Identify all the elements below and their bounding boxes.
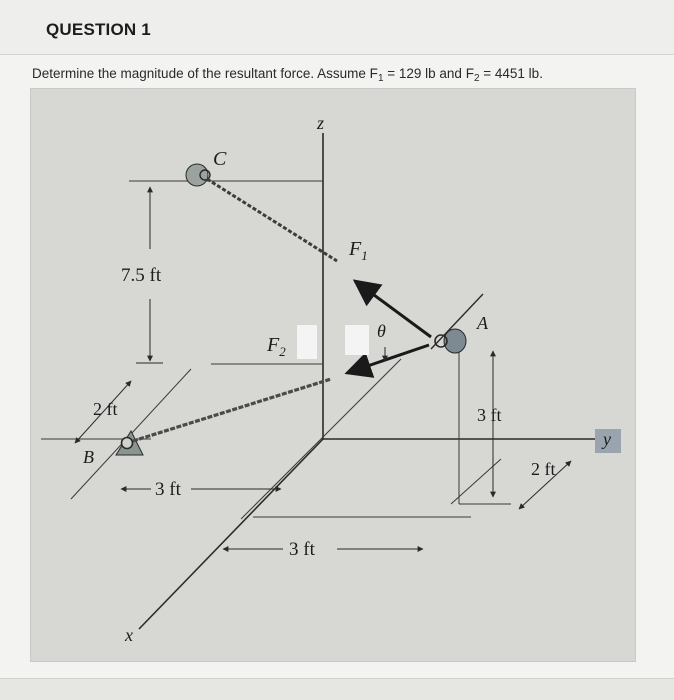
dim-label-3ft-bottom: 3 ft [289, 539, 315, 560]
problem-figure [30, 88, 636, 662]
question-prompt [32, 66, 543, 84]
question-header [0, 0, 674, 55]
label-point-b: B [83, 447, 94, 467]
prompt-f1-value: = 129 lb and F [383, 66, 474, 81]
image-patch-left [297, 325, 317, 359]
prompt-lead: Determine the magnitude of the resultant force. Assume F [32, 66, 378, 81]
dim-label-2ft-right: 2 ft [531, 459, 556, 479]
label-force-f1 [348, 238, 368, 263]
dim-label-7-5ft: 7.5 ft [121, 265, 162, 286]
label-force-f2 [266, 334, 286, 359]
label-axis-y: y [603, 429, 611, 449]
prompt-f2-value: = 4451 lb. [479, 66, 543, 81]
label-angle-theta: θ [377, 321, 386, 341]
dim-label-2ft-left: 2 ft [93, 399, 118, 419]
prompt-f1-subscript: 1 [377, 73, 384, 84]
label-force-f1-letter: F [349, 238, 362, 260]
cable-c-to-a [207, 179, 337, 261]
label-axis-x: x [125, 625, 133, 645]
image-patch-right [345, 325, 369, 355]
label-axis-z: z [317, 113, 325, 133]
label-force-f2-sub: 2 [279, 344, 286, 359]
cable-b-to-a [133, 379, 331, 441]
force-diagram [31, 89, 635, 661]
x-axis [139, 439, 323, 629]
dim-label-3ft-b: 3 ft [155, 479, 181, 500]
bottom-edge [0, 678, 674, 700]
label-force-f1-sub: 1 [361, 248, 368, 263]
dim-label-3ft-a: 3 ft [477, 405, 502, 425]
label-force-f2-letter: F [267, 334, 280, 356]
label-point-a: A [477, 313, 488, 333]
prompt-f2-subscript: 2 [473, 73, 480, 84]
point-b-ring [122, 438, 133, 449]
question-title: QUESTION 1 [46, 20, 151, 39]
point-c-anchor [186, 164, 208, 186]
label-point-c: C [213, 148, 227, 170]
